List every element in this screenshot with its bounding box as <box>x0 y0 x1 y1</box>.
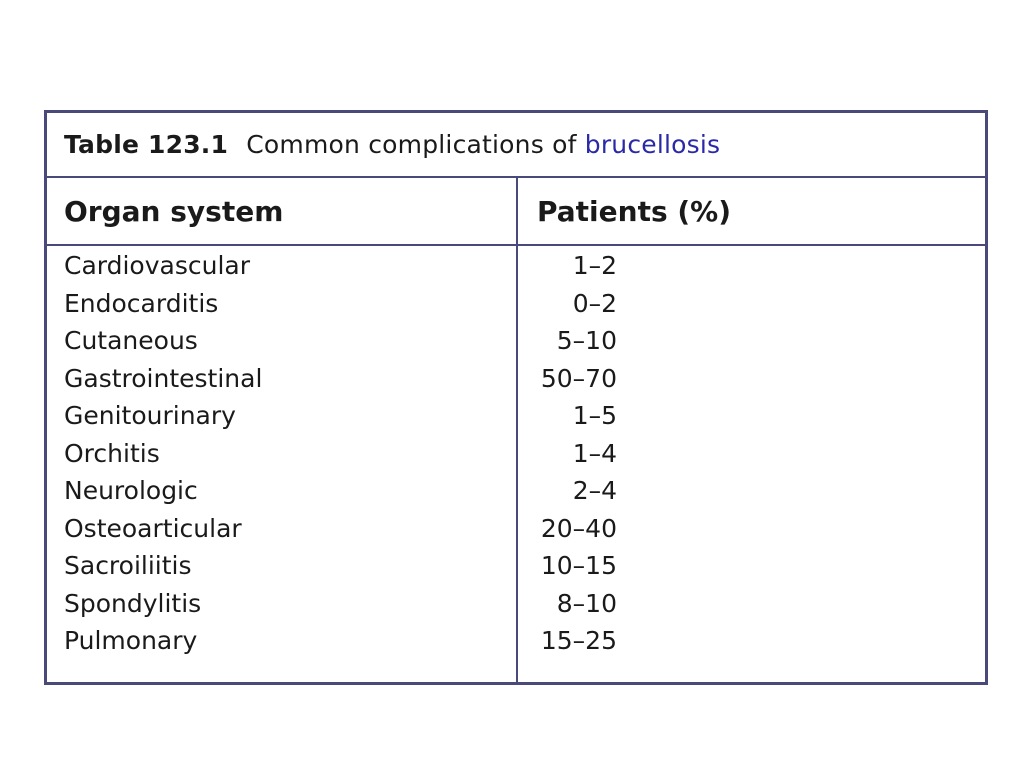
table-row <box>47 289 985 327</box>
organ-cell: Endocarditis <box>64 288 219 318</box>
table-row <box>47 551 985 589</box>
table-row <box>47 364 985 402</box>
patients-cell: 5–10 <box>556 326 617 355</box>
patients-cell: 0–2 <box>572 288 617 318</box>
brucellosis-link[interactable]: brucellosis <box>584 130 721 159</box>
caption-text: Common complications of <box>246 130 577 159</box>
column-header-patients: Patients (%) <box>537 195 732 228</box>
organ-cell: Neurologic <box>64 476 198 505</box>
patients-cell: 2–4 <box>572 476 617 505</box>
table-number: Table 123.1 <box>64 130 229 159</box>
table-row <box>47 401 985 439</box>
organ-cell: Sacroiliitis <box>64 551 192 580</box>
table-row <box>47 439 985 477</box>
organ-cell: Pulmonary <box>64 626 198 655</box>
organ-cell: Genitourinary <box>64 401 236 430</box>
table-row <box>47 251 985 289</box>
table-body <box>47 251 985 664</box>
table-caption <box>64 130 720 159</box>
table-row <box>47 514 985 552</box>
table-row <box>47 626 985 664</box>
patients-cell: 50–70 <box>540 363 617 393</box>
complications-table <box>44 110 988 685</box>
organ-cell: Osteoarticular <box>64 513 242 543</box>
patients-cell: 1–2 <box>572 251 617 280</box>
organ-cell: Cardiovascular <box>64 251 250 280</box>
column-header-organ-system: Organ system <box>64 195 284 228</box>
organ-cell: Orchitis <box>64 438 160 468</box>
table-row <box>47 589 985 627</box>
organ-cell: Spondylitis <box>64 588 202 618</box>
patients-cell: 15–25 <box>540 626 617 655</box>
patients-cell: 20–40 <box>540 513 617 543</box>
patients-cell: 8–10 <box>556 588 617 618</box>
organ-cell: Gastrointestinal <box>64 363 263 393</box>
table-caption-row <box>47 113 985 178</box>
table-row <box>47 476 985 514</box>
patients-cell: 1–5 <box>572 401 617 430</box>
patients-cell: 1–4 <box>572 438 617 468</box>
table-row <box>47 326 985 364</box>
patients-cell: 10–15 <box>540 551 617 580</box>
organ-cell: Cutaneous <box>64 326 198 355</box>
